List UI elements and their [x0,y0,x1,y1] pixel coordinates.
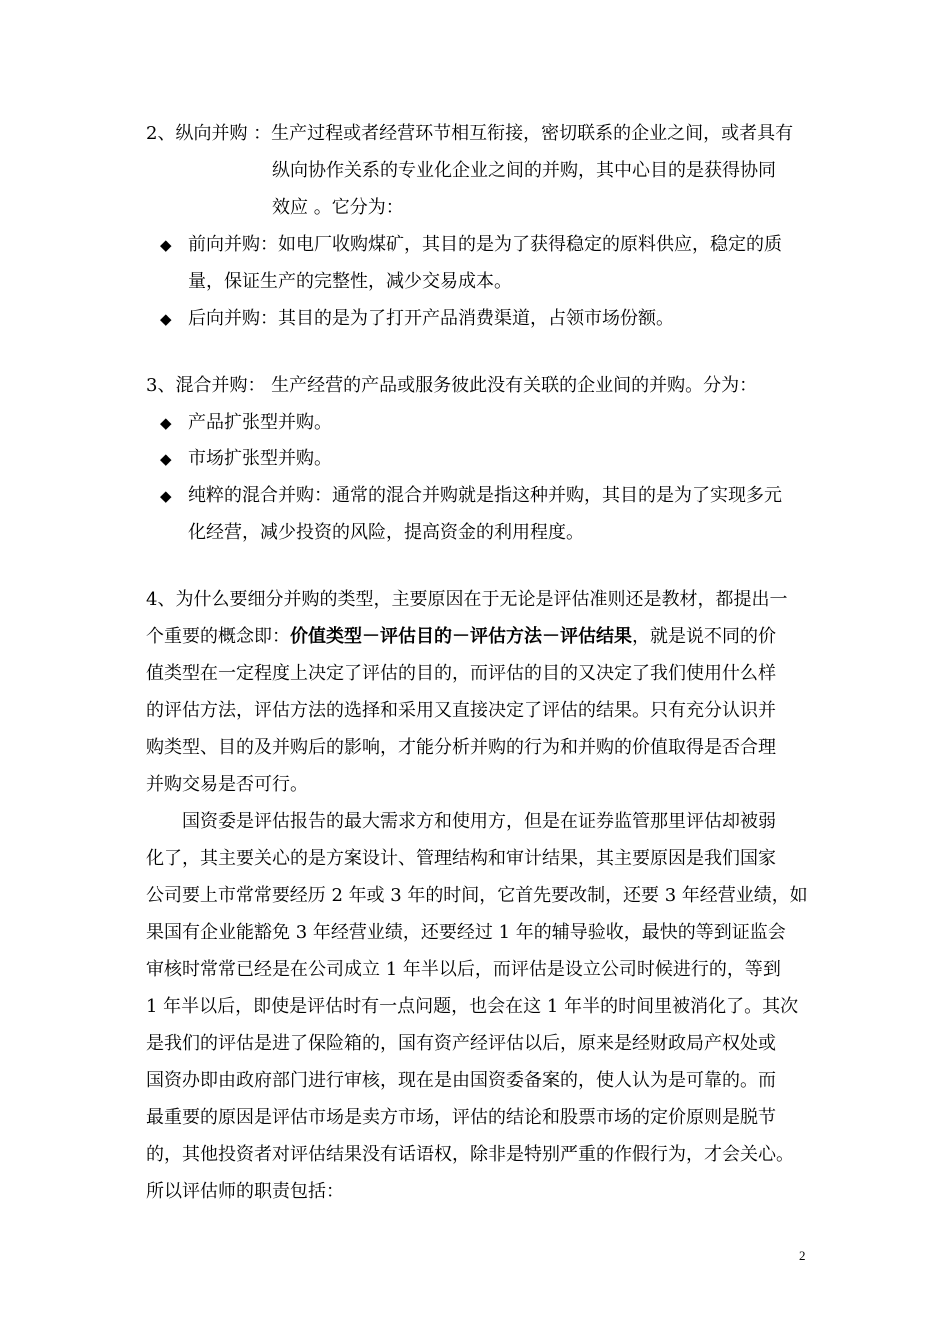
para-line8: 国资办即由政府部门进行审核，现在是由国资委备案的，使人认为是可靠的。而 [146,1070,776,1091]
section4-line3: 值类型在一定程度上决定了评估的目的，而评估的目的又决定了我们使用什么样 [146,663,776,684]
para-line11: 所以评估师的职责包括： [146,1181,344,1202]
bullet-pure-conglomerate-line2: 化经营，减少投资的风险，提高资金的利用程度。 [188,522,584,543]
bullet-market-expansion: 市场扩张型并购。 [188,448,332,469]
bullet-forward-merger-line2: 量，保证生产的完整性，减少交易成本。 [188,271,512,292]
section4-line2-a: 个重要的概念即： [146,626,290,647]
bullet-pure-conglomerate-line1: 纯粹的混合并购：通常的混合并购就是指这种并购，其目的是为了实现多元 [188,485,782,506]
para-line1: 国资委是评估报告的最大需求方和使用方，但是在证券监管那里评估却被弱 [182,811,776,832]
bullet-icon: ◆ [160,310,172,328]
para-line10: 的，其他投资者对评估结果没有话语权，除非是特别严重的作假行为，才会关心。 [146,1144,794,1165]
para-line5: 审核时常常已经是在公司成立 1 年半以后，而评估是设立公司时候进行的，等到 [146,959,781,980]
section2-line2: 纵向协作关系的专业化企业之间的并购，其中心目的是获得协同 [272,160,776,181]
bullet-backward-merger: 后向并购：其目的是为了打开产品消费渠道，占领市场份额。 [188,308,674,329]
section2-line3: 效应 。它分为： [272,197,404,218]
bullet-icon: ◆ [160,236,172,254]
para-line2: 化了，其主要关心的是方案设计、管理结构和审计结果，其主要原因是我们国家 [146,848,776,869]
bullet-product-expansion: 产品扩张型并购。 [188,412,332,433]
bullet-icon: ◆ [160,487,172,505]
bullet-icon: ◆ [160,414,172,432]
para-line4: 果国有企业能豁免 3 年经营业绩，还要经过 1 年的辅导验收，最快的等到证监会 [146,922,786,943]
para-line9: 最重要的原因是评估市场是卖方市场，评估的结论和股票市场的定价原则是脱节 [146,1107,776,1128]
section4-line5: 购类型、目的及并购后的影响，才能分析并购的行为和并购的价值取得是否合理 [146,737,776,758]
key-concept-chain: 价值类型－评估目的－评估方法－评估结果 [290,626,632,647]
bullet-forward-merger-line1: 前向并购：如电厂收购煤矿，其目的是为了获得稳定的原料供应，稳定的质 [188,234,782,255]
para-line3: 公司要上市常常要经历 2 年或 3 年的时间，它首先要改制，还要 3 年经营业绩，如 [146,885,808,906]
section2-line1: 2、纵向并购 ：生产过程或者经营环节相互衔接，密切联系的企业之间，或者具有 [146,123,794,144]
page-number: 2 [799,1248,806,1263]
para-line7: 是我们的评估是进了保险箱的，国有资产经评估以后，原来是经财政局产权处或 [146,1033,776,1054]
section4-line6: 并购交易是否可行。 [146,774,308,795]
section4-line4: 的评估方法，评估方法的选择和采用又直接决定了评估的结果。只有充分认识并 [146,700,776,721]
section3-line1: 3、混合并购： 生产经营的产品或服务彼此没有关联的企业间的并购。分为： [146,375,758,396]
para-line6: 1 年半以后，即使是评估时有一点问题，也会在这 1 年半的时间里被消化了。其次 [146,996,799,1017]
section4-line2-b: ，就是说不同的价 [632,626,776,647]
section4-line2 [146,625,776,649]
bullet-icon: ◆ [160,450,172,468]
section4-line1: 4、为什么要细分并购的类型，主要原因在于无论是评估准则还是教材，都提出一 [146,589,788,610]
